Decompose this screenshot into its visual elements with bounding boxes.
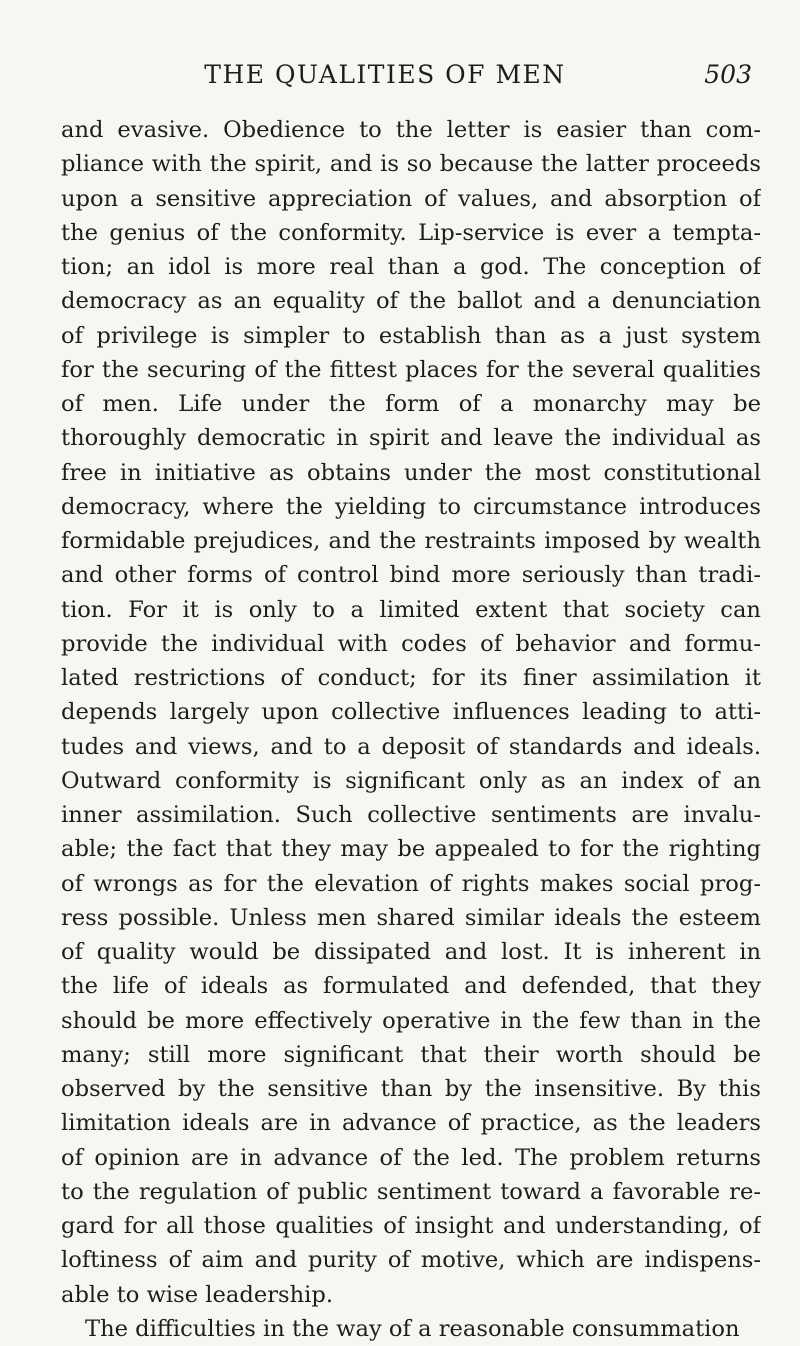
text-line: the genius of the conformity. Lip-service is ever a tempta- (61, 219, 761, 246)
text-line: of quality would be dissipated and lost. It is inherent in (61, 939, 761, 965)
paragraph-start-line: The difficulties in the way of a reasonable consummation (85, 1315, 740, 1342)
text-line: should be more effectively operative in the few than in the (61, 1007, 761, 1034)
text-line: the life of ideals as formulated and defended, that they (61, 973, 761, 1000)
text-line: many; still more significant that their worth should be (61, 1041, 761, 1068)
text-line: inner assimilation. Such collective sentiments are invalu- (61, 802, 761, 828)
text-line: pliance with the spirit, and is so because the latter proceeds (61, 151, 761, 178)
paragraph-end-line: able to wise leadership. (61, 1281, 334, 1308)
text-line: and other forms of control bind more seriously than tradi- (61, 562, 761, 589)
text-line: gard for all those qualities of insight and understanding, of (61, 1213, 761, 1239)
text-line: Outward conformity is significant only as an index of an (61, 767, 761, 794)
text-line: thoroughly democratic in spirit and leave the individual as (61, 425, 761, 452)
text-line: for the securing of the fittest places for the several qualities (61, 356, 761, 383)
text-line: provide the individual with codes of behavior and formu- (61, 630, 761, 657)
running-title: THE QUALITIES OF MEN (204, 60, 566, 89)
text-line: tion; an idol is more real than a god. The conception of (61, 254, 761, 280)
text-line: ress possible. Unless men shared similar ideals the esteem (61, 904, 761, 931)
text-line: free in initiative as obtains under the most constitutional (61, 459, 761, 486)
text-line: and evasive. Obedience to the letter is easier than com- (61, 117, 761, 143)
text-line: upon a sensitive appreciation of values, and absorption of (61, 185, 761, 212)
text-line: of wrongs as for the elevation of rights makes social prog- (61, 870, 761, 897)
body-text (61, 113, 761, 1346)
text-line: democracy, where the yielding to circumstance introduces (61, 493, 761, 520)
text-line: formidable prejudices, and the restraints imposed by wealth (61, 528, 761, 554)
text-line: of opinion are in advance of the led. The problem returns (61, 1144, 761, 1171)
text-line: to the regulation of public sentiment toward a favorable re- (61, 1178, 761, 1205)
text-line: observed by the sensitive than by the insensitive. By this (61, 1076, 761, 1102)
text-line: lated restrictions of conduct; for its finer assimilation it (61, 665, 761, 691)
text-line: able; the fact that they may be appealed to for the righting (61, 836, 761, 863)
text-line: democracy as an equality of the ballot and a denunciation (61, 288, 761, 315)
text-line: depends largely upon collective influences leading to atti- (61, 699, 761, 726)
text-line: of men. Life under the form of a monarchy may be (61, 391, 761, 417)
page-header (0, 60, 800, 96)
text-line: limitation ideals are in advance of practice, as the leaders (61, 1110, 761, 1137)
page-number: 503 (704, 60, 752, 89)
text-line: tudes and views, and to a deposit of standards and ideals. (61, 733, 761, 760)
text-line: tion. For it is only to a limited extent that society can (61, 596, 761, 623)
text-line: loftiness of aim and purity of motive, which are indispens- (61, 1247, 761, 1274)
text-line: of privilege is simpler to establish than as a just system (61, 322, 761, 349)
